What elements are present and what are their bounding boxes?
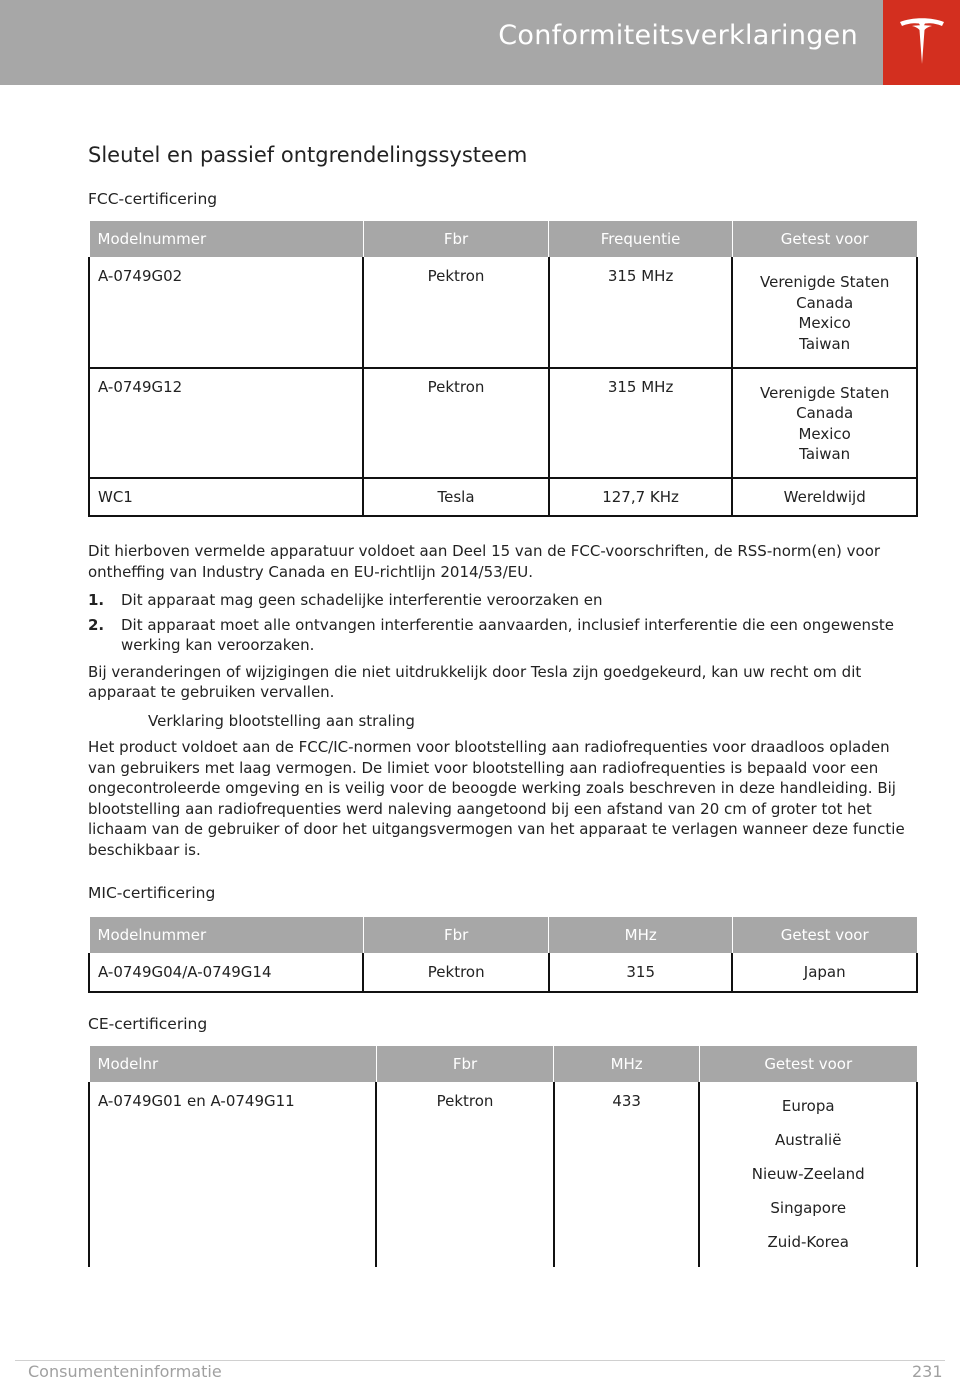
section-title: Sleutel en passief ontgrendelingssysteem <box>88 143 528 167</box>
radiation-heading: Verklaring blootstelling aan straling <box>148 711 415 730</box>
cell-fbr: Pektron <box>363 368 548 478</box>
compliance-paragraph: Dit hierboven vermelde apparatuur voldoet aan Deel 15 van de FCC-voorschriften, de RSS-norm(en) voor ontheffing van Industry Canada en EU-richtlijn 2014/53/EU. <box>88 542 881 581</box>
page-number: 231 <box>912 1362 943 1381</box>
column-header: Modelnummer <box>89 221 363 258</box>
country: Europa <box>781 1096 835 1115</box>
numbered-list <box>88 590 918 656</box>
tesla-logo-icon <box>898 16 946 70</box>
cell-frequency: 315 MHz <box>549 368 733 478</box>
cell-tested-for <box>699 1082 917 1267</box>
table-row <box>89 1082 917 1267</box>
mic-table <box>88 916 918 993</box>
list-text: Dit apparaat mag geen schadelijke interferentie veroorzaken en <box>121 591 603 609</box>
column-header: Fbr <box>363 221 548 258</box>
ce-heading: CE-certificering <box>88 1014 208 1033</box>
cell-model: WC1 <box>89 478 363 517</box>
country: Canada <box>796 293 854 312</box>
country: Zuid-Korea <box>767 1232 849 1251</box>
country: Australië <box>775 1130 842 1149</box>
table-row <box>89 368 917 478</box>
country: Taiwan <box>799 445 851 463</box>
cell-frequency: 127,7 KHz <box>549 478 733 517</box>
country: Singapore <box>770 1198 847 1217</box>
mic-heading: MIC-certificering <box>88 884 216 902</box>
cell-fbr: Pektron <box>376 1082 554 1267</box>
cell-tested-for: Wereldwijd <box>732 478 917 517</box>
country: Verenigde Staten <box>760 383 890 402</box>
column-header: MHz <box>549 917 732 954</box>
list-number: 2. <box>88 615 105 634</box>
column-header: Getest voor <box>732 221 917 258</box>
list-number: 1. <box>88 591 105 609</box>
table-header-row <box>89 917 917 954</box>
modification-paragraph: Bij veranderingen of wijzigingen die niet uitdrukkelijk door Tesla zijn goedgekeurd, kan uw recht om dit apparaat te gebruiken vervallen. <box>88 662 862 701</box>
table-row <box>89 478 917 517</box>
cell-tested-for <box>732 368 917 478</box>
country: Nieuw-Zeeland <box>751 1164 865 1183</box>
column-header: Getest voor <box>699 1045 917 1082</box>
list-text: Dit apparaat moet alle ontvangen interferentie aanvaarden, inclusief interferentie die een ongewenste werking kan veroorzaken. <box>121 615 894 654</box>
cell-frequency: 315 MHz <box>549 258 733 368</box>
page-header <box>0 0 883 85</box>
footer-divider <box>15 1360 945 1361</box>
column-header: Getest voor <box>732 917 917 954</box>
cell-frequency: 315 <box>549 954 732 992</box>
table-header-row <box>89 1045 917 1082</box>
cell-frequency: 433 <box>554 1082 700 1267</box>
table-header-row <box>89 221 917 258</box>
header-title: Conformiteitsverklaringen <box>498 20 858 51</box>
cell-tested-for <box>732 258 917 368</box>
table-row <box>89 954 917 992</box>
brand-logo-box <box>883 0 960 85</box>
column-header: Modelnr <box>89 1045 376 1082</box>
cell-model: A-0749G04/A-0749G14 <box>89 954 363 992</box>
column-header: Fbr <box>376 1045 554 1082</box>
radiation-paragraph: Het product voldoet aan de FCC/IC-normen voor blootstelling aan radiofrequenties voor draadloos opladen van gebruikers met laag vermogen. De limiet voor blootstelling aan radiofrequenties is bepaald voor een ongecontroleerde omgeving en is veilig voor de beoogde werking zoals beschreven in deze handleiding. Bij blootstelling aan radiofrequenties werd naleving aangetoond bij een afstand van 20 cm of groter tot het lichaam van de gebruiker of door het uitgangsvermogen van het apparaat te verlagen wanneer deze functie beschikbaar is. <box>88 738 905 859</box>
fcc-table <box>88 220 918 517</box>
country: Mexico <box>798 314 851 332</box>
cell-model: A-0749G01 en A-0749G11 <box>89 1082 376 1267</box>
cell-model: A-0749G12 <box>89 368 363 478</box>
column-header: Frequentie <box>549 221 733 258</box>
column-header: Fbr <box>363 917 549 954</box>
column-header: Modelnummer <box>89 917 363 954</box>
list-item <box>88 590 918 611</box>
cell-model: A-0749G02 <box>89 258 363 368</box>
country: Taiwan <box>799 334 851 353</box>
ce-table <box>88 1045 918 1267</box>
country: Canada <box>796 404 854 422</box>
column-header: MHz <box>554 1045 700 1082</box>
table-row <box>89 258 917 368</box>
country: Mexico <box>798 424 851 443</box>
list-item <box>88 615 918 656</box>
country: Verenigde Staten <box>760 273 890 291</box>
cell-tested-for: Japan <box>732 954 917 992</box>
cell-fbr: Tesla <box>363 478 548 517</box>
fcc-heading: FCC-certificering <box>88 190 218 208</box>
cell-fbr: Pektron <box>363 954 549 992</box>
main-content <box>88 140 918 1267</box>
cell-fbr: Pektron <box>363 258 548 368</box>
footer-section-name: Consumenteninformatie <box>28 1362 222 1381</box>
